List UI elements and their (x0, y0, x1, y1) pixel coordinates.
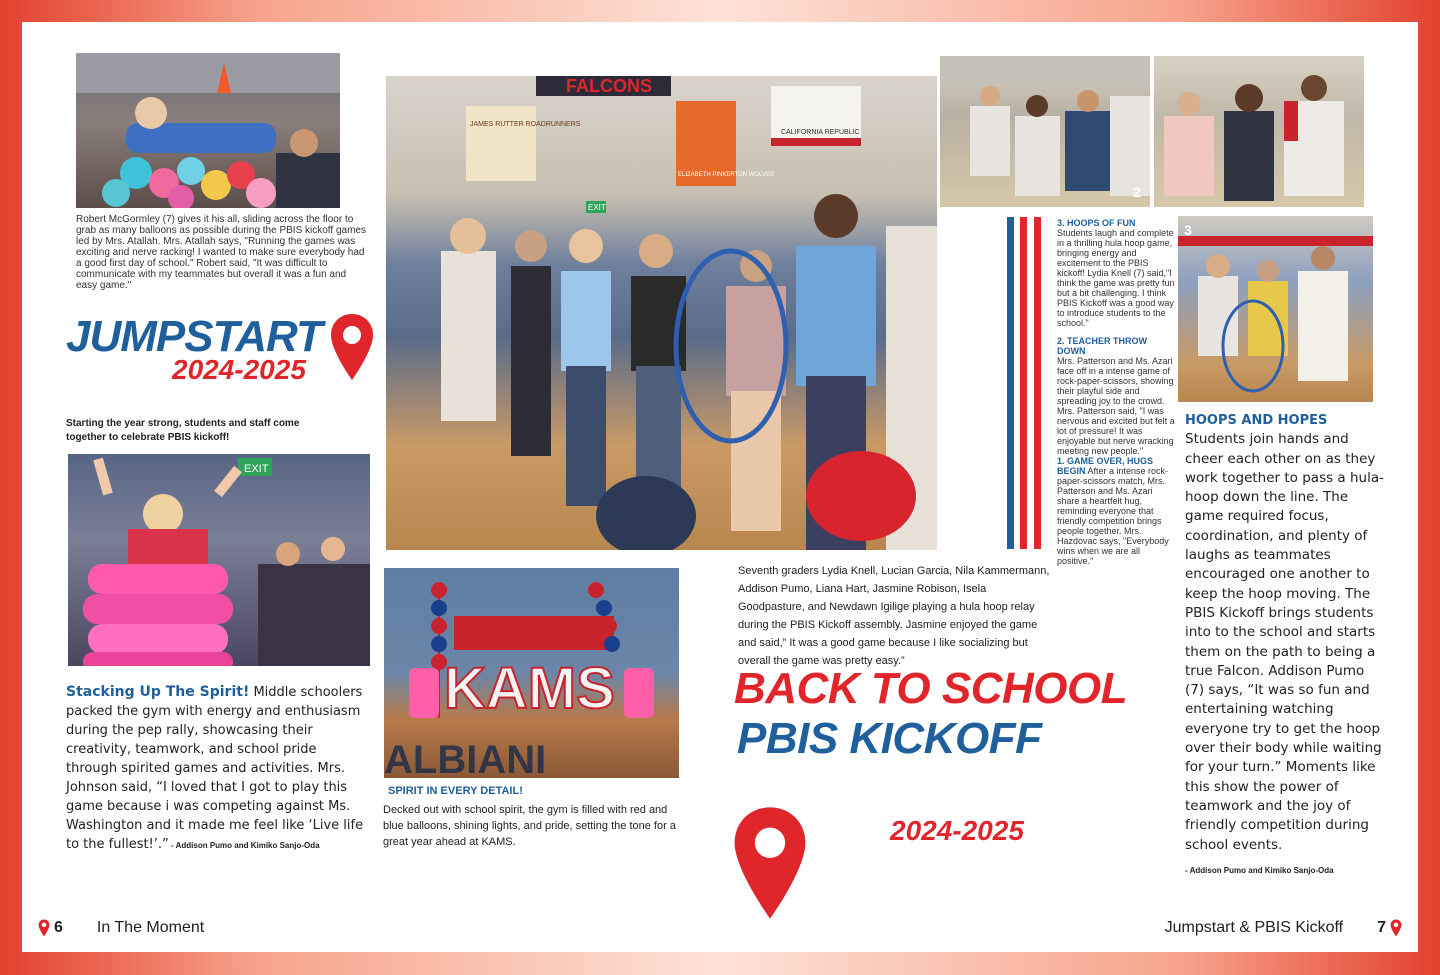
balloon-photo-art (76, 53, 340, 208)
kams-letters: KAMS (444, 656, 615, 721)
kams-photo-art (384, 568, 679, 778)
divider-stripe-red (1020, 217, 1027, 549)
banner-falcons: FALCONS (566, 76, 653, 96)
footer-pin-icon (38, 919, 50, 937)
badge-2: 2 (1133, 184, 1141, 200)
teacher-photo-art (1154, 56, 1364, 207)
jumpstart-title: JUMPSTART (66, 312, 322, 361)
photo-hula-hoop-main (386, 76, 937, 550)
photo-hoops-of-fun (1178, 216, 1373, 402)
yearbook-spread (22, 22, 1418, 952)
right-credit: - Addison Pumo and Kimiko Sanjo-Oda (1185, 866, 1334, 875)
photo-stacking-spirit (68, 454, 370, 666)
banner-wolves: ELIZABETH PINKERTON WOLVES (678, 172, 775, 178)
gameover-body: After a intense rock-paper-scissors match, Mrs. Patterson and Ms. Azari share a heartfelt hug, reminding everyone that friendly competition brings people together. Mrs. Hazdovac says, "Everybody wins when we are all positive." (1057, 466, 1169, 566)
hoops-body: Students laugh and complete in a thrilling hula hoop game, bringing energy and excitement to the PBIS kickoff! Lydia Knell (7) said,"I think the game was pretty fun but a bit challenging. I think PBIS Kickoff was a good way to introduce students to the school." (1057, 228, 1175, 328)
center-year: 2024-2025 (890, 815, 1024, 846)
section-right: Jumpstart & PBIS Kickoff (1164, 919, 1344, 936)
teacher-heading: 2. TEACHER THROW DOWN (1057, 336, 1147, 356)
footer-left (38, 919, 204, 937)
jumpstart-year: 2024-2025 (172, 354, 306, 385)
stacking-credit: - Addison Pumo and Kimiko Sanjo-Oda (168, 841, 320, 850)
section-left: In The Moment (96, 919, 205, 936)
spirit-heading: SPIRIT IN EVERY DETAIL! (388, 785, 523, 797)
page-number-left: 6 (54, 919, 63, 936)
hoops-hopes-heading: HOOPS AND HOPES (1185, 413, 1328, 428)
spirit-body: Decked out with school spirit, the gym is filled with red and blue balloons, shining lights, and pride, setting the tone for a great year ahead at KAMS. (383, 804, 676, 848)
location-pin-icon (329, 312, 375, 382)
hoops-hopes-paragraph (1185, 411, 1385, 855)
main-photo-caption: Seventh graders Lydia Knell, Lucian Garcia, Nila Kammermann, Addison Pumo, Liana Hart, Jasmine Robison, Isela Goodpasture, and Newdawn Igilige playing a hula hoop relay during the PBIS Kickoff assembly. Jasmine enjoyed the game and said,” It was a good game because I like socializing but overall the game was pretty easy.” (738, 565, 1050, 667)
hoop-photo-art (1178, 216, 1373, 402)
photo1-caption: Robert McGormley (7) gives it his all, sliding across the floor to grab as many balloons as possible during the PBIS kickoff games led by Mrs. Atallah. Mrs. Atallah says, "Running the games was exciting and nerve racking! I wanted to make sure everybody had a good first day of school." Robert said, "It was difficult to communicate with my teammates but overall it was a fun and easy game." (76, 214, 366, 291)
photo-teacher-throw-down (1154, 56, 1364, 207)
footer-pin-right-icon (1390, 919, 1402, 937)
gym-exit-sign: EXIT (588, 203, 606, 212)
banner-california: CALIFORNIA REPUBLIC (781, 129, 860, 136)
gameover-paragraph (1057, 456, 1175, 566)
photo-balloon-slide (76, 53, 340, 208)
photo-kams-letters (384, 568, 679, 778)
floor-albiani: ALBIANI (384, 738, 547, 778)
page-number-right: 7 (1377, 919, 1386, 936)
location-pin-large-icon (730, 804, 810, 922)
stacking-paragraph (66, 683, 366, 855)
badge-3: 3 (1184, 222, 1192, 238)
exit-sign-text: EXIT (244, 463, 269, 475)
gameover-heading: 1. GAME OVER, HUGS BEGIN (1057, 456, 1154, 476)
stacking-heading: Stacking Up The Spirit! (66, 684, 250, 700)
title-back-to-school: BACK TO SCHOOL (734, 664, 1128, 713)
hug-photo-art (940, 56, 1150, 207)
footer-right (1165, 919, 1402, 937)
divider-stripe-blue (1007, 217, 1014, 549)
title-pbis-kickoff: PBIS KICKOFF (737, 714, 1042, 763)
stacking-body: Middle schoolers packed the gym with energy and enthusiasm during the pep rally, showcasing their creativity, teamwork, and school pride through spirited games and activities. Mrs. Johnson said, “I loved that I got to play this game because i was competing against Ms. Washington and it made me feel like ‘Live life to the fullest!’.” (66, 685, 364, 852)
hoops-heading: 3. HOOPS OF FUN (1057, 218, 1136, 228)
side-captions (1057, 218, 1175, 566)
hula-photo-art (386, 76, 937, 550)
divider-stripe-red-2 (1034, 217, 1041, 549)
stacking-photo-art (68, 454, 370, 666)
hoops-hopes-body: Students join hands and cheer each other on as they work together to pass a hula-hoop down the line. The game required focus, coordination, and plenty of laughs as teammates encouraged one another to keep the hoop moving. The PBIS Kickoff brings students into to the school and starts them on the path to being a true Falcon. Addison Pumo (7) says, “It was so fun and entertaining watching everyone try to get the hoop over their body while waiting for your turn.” Moments like this show the power of teamwork and the joy of friendly competition during school events. (1185, 431, 1384, 853)
intro-text: Starting the year strong, students and staff come together to celebrate PBIS kickoff! (66, 418, 300, 443)
banner-rutter: JAMES RUTTER ROADRUNNERS (470, 121, 581, 128)
teacher-body: Mrs. Patterson and Ms. Azari face off in a intense game of rock-paper-scissors, showing their playful side and spreading joy to the crowd. Mrs. Patterson said, "I was nervous and excited but felt a lot of pressure! It was enjoyable but nerve wracking meeting new people." (1057, 356, 1175, 456)
photo-game-over-hug (940, 56, 1150, 207)
